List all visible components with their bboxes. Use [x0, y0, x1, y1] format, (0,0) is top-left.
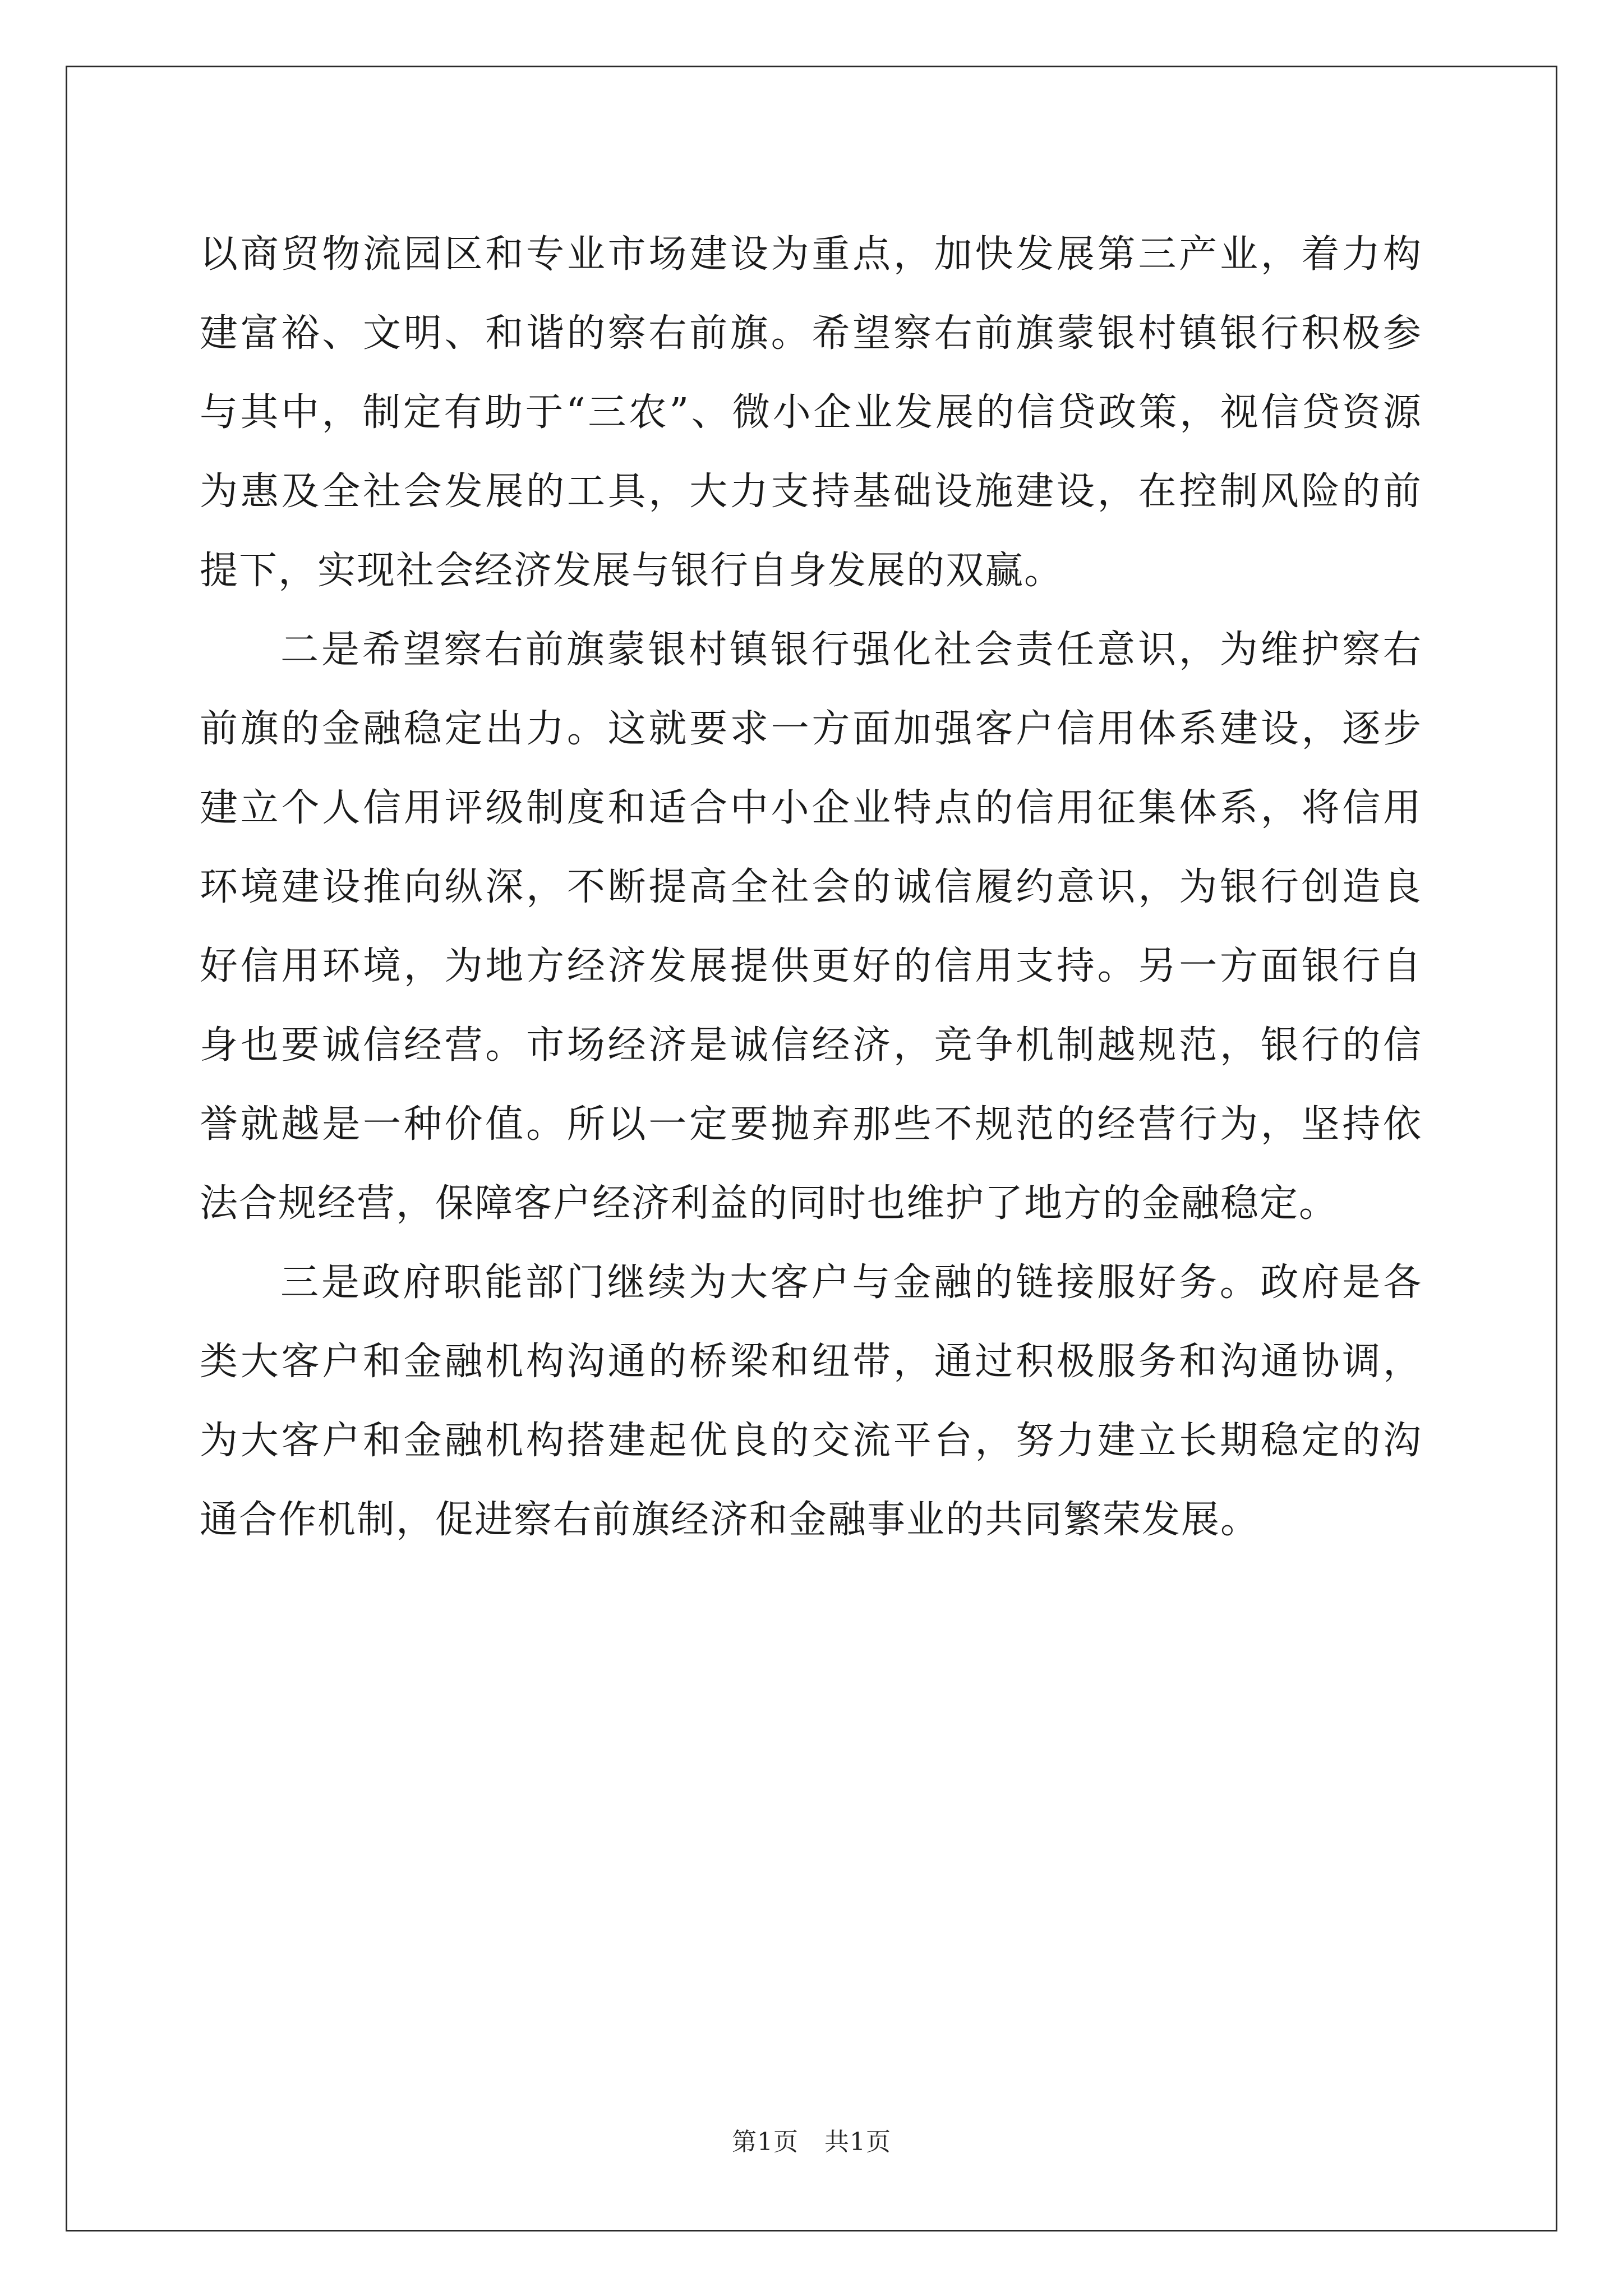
page-number: 第1页 — [732, 2128, 799, 2156]
paragraph-2 — [200, 610, 1422, 1243]
text-line: 通合作机制，促进察右前旗经济和金融事业的共同繁荣发展。 — [200, 1498, 1260, 1542]
text-line: 提下，实现社会经济发展与银行自身发展的双赢。 — [200, 549, 1064, 593]
text-line: 与其中，制定有助于“三农”、微小企业发展的信贷政策，视信贷资源 — [200, 390, 1422, 435]
page-footer — [0, 2122, 1623, 2157]
text-line: 建立个人信用评级制度和适合中小企业特点的信用征集体系，将信用 — [200, 786, 1422, 830]
text-line: 为惠及全社会发展的工具，大力支持基础设施建设，在控制风险的前 — [200, 470, 1422, 514]
page-total: 共1页 — [824, 2128, 891, 2156]
text-line: 身也要诚信经营。市场经济是诚信经济，竞争机制越规范，银行的信 — [200, 1023, 1422, 1068]
text-line: 以商贸物流园区和专业市场建设为重点，加快发展第三产业，着力构 — [200, 232, 1422, 277]
text-line: 二是希望察右前旗蒙银村镇银行强化社会责任意识，为维护察右 — [280, 628, 1422, 672]
document-body — [200, 215, 1422, 1559]
text-line: 誉就越是一种价值。所以一定要抛弃那些不规范的经营行为，坚持依 — [200, 1102, 1422, 1147]
text-line: 类大客户和金融机构沟通的桥梁和纽带，通过积极服务和沟通协调， — [200, 1340, 1422, 1384]
paragraph-3 — [200, 1243, 1422, 1559]
paragraph-1 — [200, 215, 1422, 610]
text-line: 为大客户和金融机构搭建起优良的交流平台，努力建立长期稳定的沟 — [200, 1419, 1422, 1463]
text-line: 环境建设推向纵深，不断提高全社会的诚信履约意识，为银行创造良 — [200, 865, 1422, 909]
text-line: 前旗的金融稳定出力。这就要求一方面加强客户信用体系建设，逐步 — [200, 707, 1422, 751]
text-line: 好信用环境，为地方经济发展提供更好的信用支持。另一方面银行自 — [200, 944, 1422, 988]
text-line: 法合规经营，保障客户经济利益的同时也维护了地方的金融稳定。 — [200, 1181, 1339, 1226]
text-line: 三是政府职能部门继续为大客户与金融的链接服好务。政府是各 — [280, 1260, 1422, 1305]
text-line: 建富裕、文明、和谐的察右前旗。希望察右前旗蒙银村镇银行积极参 — [200, 311, 1422, 356]
